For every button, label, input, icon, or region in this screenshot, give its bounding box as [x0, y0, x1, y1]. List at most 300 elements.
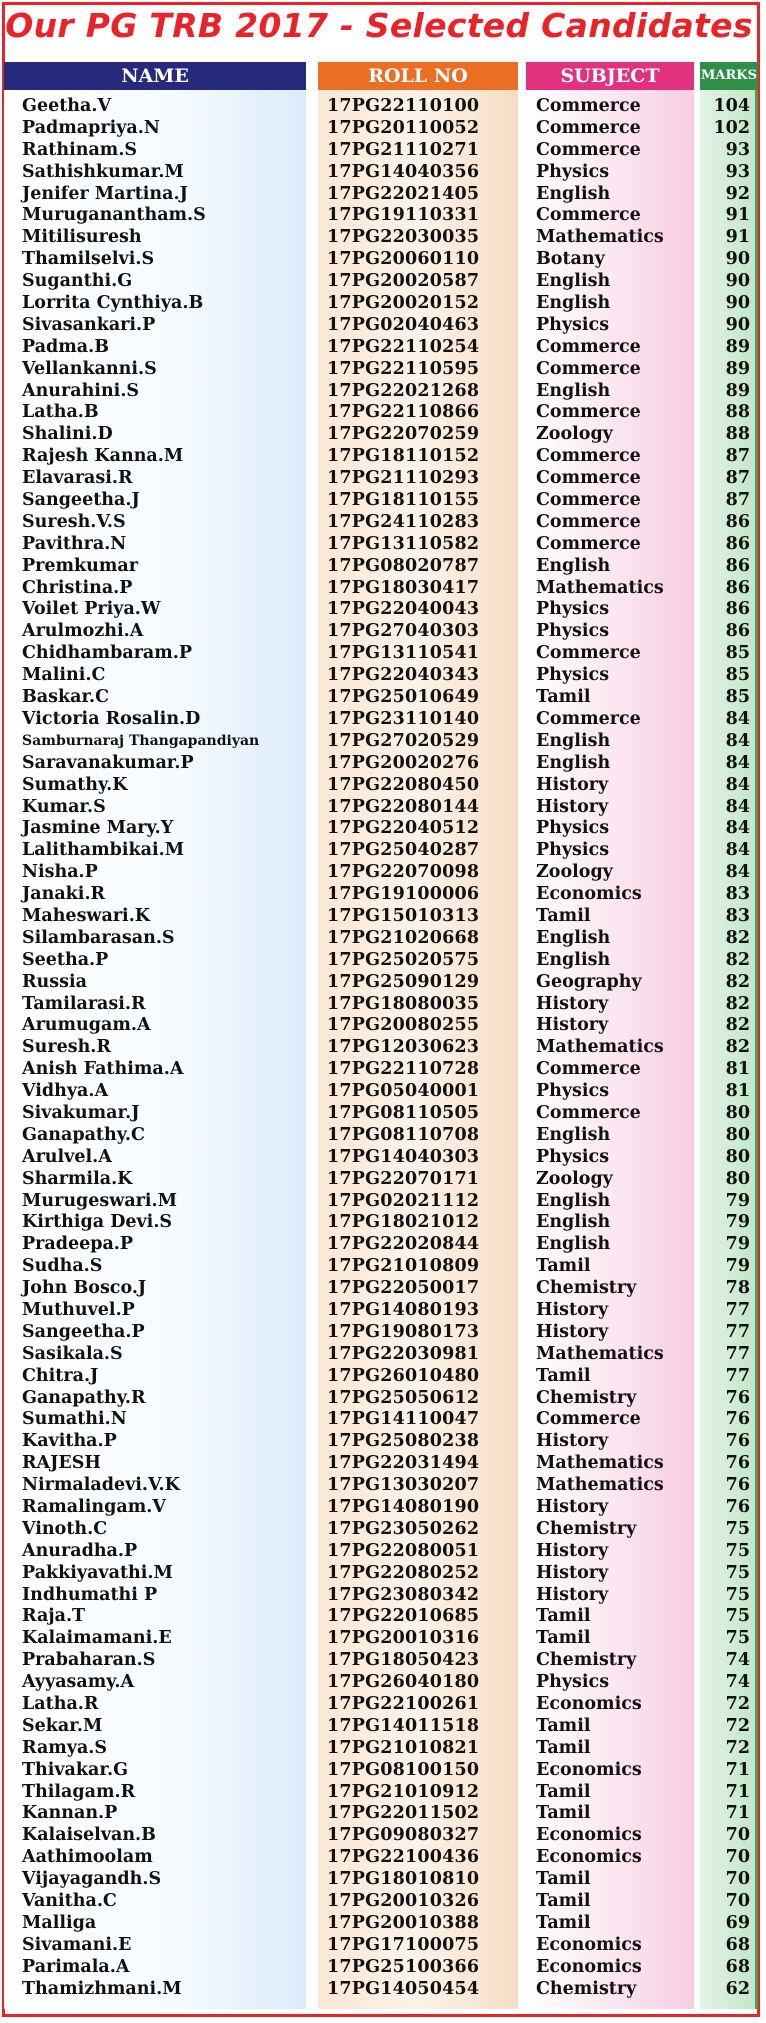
candidate-name: Aathimoolam — [22, 1847, 153, 1868]
table-row — [0, 1585, 766, 1607]
candidate-name: Lalithambikai.M — [22, 840, 185, 861]
roll-number: 17PG18021012 — [327, 1212, 480, 1233]
table-row — [0, 972, 766, 994]
roll-number: 17PG21110271 — [327, 139, 480, 160]
subject: Tamil — [536, 1781, 591, 1802]
subject: English — [536, 271, 611, 292]
table-row — [0, 1891, 766, 1913]
subject: Commerce — [536, 1059, 641, 1080]
roll-number: 17PG22020844 — [327, 1234, 480, 1255]
candidate-name: Chidhambaram.P — [22, 643, 193, 664]
candidate-name: Thamizhmani.M — [22, 1978, 182, 1999]
roll-number: 17PG14080190 — [327, 1497, 480, 1517]
marks: 104 — [713, 96, 750, 116]
subject: English — [536, 1190, 611, 1211]
marks: 72 — [725, 1694, 750, 1715]
subject: Economics — [536, 1825, 642, 1846]
table-row — [0, 775, 766, 797]
table-row — [0, 1431, 766, 1453]
roll-number: 17PG22040343 — [327, 665, 480, 686]
marks: 76 — [725, 1431, 750, 1452]
candidate-name: Ramalingam.V — [22, 1497, 166, 1517]
candidate-name: Sangeetha.P — [22, 1321, 145, 1342]
candidate-name: Kirthiga Devi.S — [22, 1212, 173, 1233]
candidate-name: Sivakumar.J — [22, 1102, 140, 1123]
table-row — [0, 797, 766, 819]
table-row — [0, 1409, 766, 1431]
marks: 79 — [725, 1190, 750, 1211]
marks: 82 — [725, 971, 750, 992]
roll-number: 17PG14040356 — [327, 161, 480, 182]
roll-number: 17PG19100006 — [327, 884, 480, 905]
table-row — [0, 1212, 766, 1234]
table-row — [0, 1388, 766, 1410]
marks: 79 — [725, 1256, 750, 1277]
candidate-name: Ganapathy.R — [22, 1387, 146, 1408]
candidate-name: Pakkiyavathi.M — [22, 1562, 173, 1583]
subject: Tamil — [536, 1869, 591, 1890]
subject: Tamil — [536, 1628, 591, 1649]
marks: 75 — [725, 1518, 750, 1539]
marks: 81 — [725, 1059, 750, 1080]
subject: Botany — [536, 249, 605, 270]
table-row — [0, 118, 766, 140]
table-row — [0, 1015, 766, 1037]
candidate-name: Mitilisuresh — [22, 227, 142, 248]
table-row — [0, 205, 766, 227]
subject: Zoology — [536, 862, 613, 883]
table-row — [0, 1519, 766, 1541]
roll-number: 17PG18110152 — [327, 446, 480, 467]
roll-number: 17PG25050612 — [327, 1387, 480, 1408]
subject: History — [536, 1584, 609, 1605]
roll-number: 17PG14011518 — [327, 1715, 480, 1736]
subject: English — [536, 380, 611, 401]
candidate-name: Murugeswari.M — [22, 1190, 177, 1211]
marks: 72 — [725, 1715, 750, 1736]
table-row — [0, 1475, 766, 1497]
roll-number: 17PG14080193 — [327, 1299, 480, 1320]
subject: English — [536, 730, 611, 751]
subject-column-header: SUBJECT — [526, 62, 694, 90]
marks: 87 — [725, 446, 750, 467]
candidate-name: Christina.P — [22, 577, 133, 598]
roll-number: 17PG20020152 — [327, 293, 480, 314]
roll-number: 17PG23050262 — [327, 1518, 480, 1539]
table-row — [0, 731, 766, 753]
marks: 89 — [725, 336, 750, 357]
subject: Commerce — [536, 205, 641, 226]
subject: Physics — [536, 1672, 610, 1693]
marks: 80 — [725, 1102, 750, 1123]
candidate-name: Samburnaraj Thangapandiyan — [22, 732, 260, 749]
marks: 76 — [725, 1497, 750, 1517]
subject: Mathematics — [536, 1343, 664, 1364]
table-row — [0, 753, 766, 775]
marks: 82 — [725, 927, 750, 948]
table-row — [0, 184, 766, 206]
candidate-name: Sekar.M — [22, 1715, 103, 1736]
table-row — [0, 1606, 766, 1628]
roll-number: 17PG20020276 — [327, 752, 480, 773]
marks: 86 — [725, 621, 750, 642]
marks: 70 — [725, 1825, 750, 1846]
roll-number: 17PG22070259 — [327, 424, 480, 445]
subject: Chemistry — [536, 1518, 637, 1539]
marks: 90 — [725, 293, 750, 314]
marks: 82 — [725, 949, 750, 970]
candidate-name: Arulvel.A — [22, 1146, 112, 1167]
marks: 74 — [725, 1650, 750, 1671]
marks: 76 — [725, 1453, 750, 1474]
marks: 79 — [725, 1234, 750, 1255]
table-row — [0, 665, 766, 687]
marks: 102 — [713, 117, 750, 138]
roll-number: 17PG25080238 — [327, 1431, 480, 1452]
marks: 70 — [725, 1847, 750, 1868]
table-row — [0, 1650, 766, 1672]
roll-number: 17PG18030417 — [327, 577, 480, 598]
roll-number: 17PG13110541 — [327, 643, 480, 664]
subject: Economics — [536, 884, 642, 905]
candidate-name: Prabaharan.S — [22, 1650, 156, 1671]
marks: 77 — [725, 1321, 750, 1342]
roll-number: 17PG17100075 — [327, 1934, 480, 1955]
candidate-name: Ayyasamy.A — [22, 1672, 135, 1693]
table-row — [0, 643, 766, 665]
candidate-name: Tamilarasi.R — [22, 993, 146, 1014]
subject: Physics — [536, 621, 610, 642]
candidate-name: John Bosco.J — [22, 1278, 147, 1299]
subject: Physics — [536, 840, 610, 861]
marks: 86 — [725, 511, 750, 532]
table-row — [0, 1979, 766, 2001]
subject: Commerce — [536, 1409, 641, 1430]
marks: 77 — [725, 1365, 750, 1386]
subject: Economics — [536, 1847, 642, 1868]
marks: 88 — [725, 402, 750, 423]
candidate-name: Parimala.A — [22, 1956, 130, 1977]
roll-number: 17PG22080051 — [327, 1540, 480, 1561]
table-row — [0, 490, 766, 512]
roll-column-header: ROLL NO — [318, 62, 518, 90]
table-row — [0, 556, 766, 578]
candidate-name: Silambarasan.S — [22, 927, 175, 948]
subject: Commerce — [536, 643, 641, 664]
candidate-name: Premkumar — [22, 555, 138, 576]
subject: Chemistry — [536, 1978, 637, 1999]
subject: Commerce — [536, 96, 641, 116]
candidate-name: Elavarasi.R — [22, 468, 133, 489]
roll-number: 17PG21010912 — [327, 1781, 480, 1802]
marks: 89 — [725, 358, 750, 379]
roll-number: 17PG14040303 — [327, 1146, 480, 1167]
candidate-name: Anuradha.P — [22, 1540, 138, 1561]
marks: 87 — [725, 468, 750, 489]
subject: Chemistry — [536, 1278, 637, 1299]
table-row — [0, 249, 766, 271]
subject: Mathematics — [536, 1453, 664, 1474]
candidate-name: Sivasankari.P — [22, 314, 156, 335]
subject: Tamil — [536, 1891, 591, 1912]
marks: 88 — [725, 424, 750, 445]
marks: 85 — [725, 665, 750, 686]
table-row — [0, 1563, 766, 1585]
subject: English — [536, 752, 611, 773]
subject: Tamil — [536, 1803, 591, 1824]
table-row — [0, 1191, 766, 1213]
candidate-name: RAJESH — [22, 1453, 101, 1474]
roll-number: 17PG22100261 — [327, 1694, 480, 1715]
table-row — [0, 162, 766, 184]
roll-number: 17PG19080173 — [327, 1321, 480, 1342]
roll-number: 17PG15010313 — [327, 905, 480, 926]
candidate-name: Indhumathi P — [22, 1584, 158, 1605]
roll-number: 17PG22080144 — [327, 796, 480, 817]
marks: 69 — [725, 1912, 750, 1933]
table-row — [0, 1694, 766, 1716]
table-row — [0, 1957, 766, 1979]
candidate-name: Voilet Priya.W — [22, 599, 161, 620]
marks: 84 — [725, 862, 750, 883]
roll-number: 17PG05040001 — [327, 1081, 480, 1102]
marks: 76 — [725, 1409, 750, 1430]
candidate-name: Shalini.D — [22, 424, 113, 445]
marks: 75 — [725, 1584, 750, 1605]
candidate-name: Thamilselvi.S — [22, 249, 155, 270]
roll-number: 17PG13110582 — [327, 533, 480, 554]
marks: 74 — [725, 1672, 750, 1693]
candidate-name: Ramya.S — [22, 1737, 108, 1758]
roll-number: 17PG14050454 — [327, 1978, 480, 1999]
roll-number: 17PG24110283 — [327, 511, 480, 532]
table-row — [0, 1497, 766, 1519]
marks: 90 — [725, 314, 750, 335]
table-row — [0, 1869, 766, 1891]
table-row — [0, 512, 766, 534]
candidate-name: Vanitha.C — [22, 1891, 117, 1912]
marks: 80 — [725, 1124, 750, 1145]
candidate-name: Vidhya.A — [22, 1081, 109, 1102]
candidate-name: Jasmine Mary.Y — [22, 818, 174, 839]
marks-column-header: MARKS — [700, 62, 758, 90]
subject: Tamil — [536, 1256, 591, 1277]
roll-number: 17PG22030981 — [327, 1343, 480, 1364]
subject: Commerce — [536, 1102, 641, 1123]
marks: 84 — [725, 730, 750, 751]
marks: 77 — [725, 1343, 750, 1364]
table-row — [0, 381, 766, 403]
candidate-name: Geetha.V — [22, 96, 112, 116]
marks: 93 — [725, 139, 750, 160]
subject: Commerce — [536, 139, 641, 160]
candidate-name: Malini.C — [22, 665, 106, 686]
roll-number: 17PG20010388 — [327, 1912, 480, 1933]
marks: 92 — [725, 183, 750, 204]
candidate-name: Kalaimamani.E — [22, 1628, 172, 1649]
table-row — [0, 1059, 766, 1081]
table-row — [0, 1628, 766, 1650]
table-row — [0, 621, 766, 643]
roll-number: 17PG27020529 — [327, 730, 480, 751]
subject: History — [536, 1497, 609, 1517]
candidate-name: Sumathi.N — [22, 1409, 127, 1430]
subject: English — [536, 949, 611, 970]
roll-number: 17PG20010326 — [327, 1891, 480, 1912]
subject: Commerce — [536, 468, 641, 489]
marks: 71 — [725, 1759, 750, 1780]
subject: Tamil — [536, 905, 591, 926]
subject: Mathematics — [536, 1037, 664, 1058]
roll-number: 17PG19110331 — [327, 205, 480, 226]
table-row — [0, 1913, 766, 1935]
marks: 71 — [725, 1781, 750, 1802]
table-row — [0, 534, 766, 556]
roll-number: 17PG22100436 — [327, 1847, 480, 1868]
table-row — [0, 818, 766, 840]
roll-number: 17PG22030035 — [327, 227, 480, 248]
roll-number: 17PG20110052 — [327, 117, 480, 138]
table-row — [0, 1453, 766, 1475]
candidate-name: Saravanakumar.P — [22, 752, 194, 773]
marks: 84 — [725, 708, 750, 729]
table-row — [0, 424, 766, 446]
candidate-name: Victoria Rosalin.D — [22, 708, 201, 729]
roll-number: 17PG12030623 — [327, 1037, 480, 1058]
table-row — [0, 468, 766, 490]
roll-number: 17PG23080342 — [327, 1584, 480, 1605]
subject: Mathematics — [536, 227, 664, 248]
table-row — [0, 227, 766, 249]
table-row — [0, 1672, 766, 1694]
candidate-name: Sumathy.K — [22, 774, 128, 795]
marks: 84 — [725, 840, 750, 861]
table-row — [0, 1037, 766, 1059]
candidate-name: Sangeetha.J — [22, 490, 140, 511]
roll-number: 17PG25010649 — [327, 687, 480, 708]
roll-number: 17PG26010480 — [327, 1365, 480, 1386]
candidate-name: Baskar.C — [22, 687, 110, 708]
subject: Chemistry — [536, 1387, 637, 1408]
candidate-name: Muthuvel.P — [22, 1299, 135, 1320]
table-row — [0, 140, 766, 162]
subject: Tamil — [536, 1912, 591, 1933]
roll-number: 17PG18010810 — [327, 1869, 480, 1890]
candidate-name: Jenifer Martina.J — [22, 183, 188, 204]
subject: History — [536, 1562, 609, 1583]
roll-number: 17PG25040287 — [327, 840, 480, 861]
candidate-name: Kavitha.P — [22, 1431, 117, 1452]
candidate-name: Raja.T — [22, 1606, 86, 1627]
subject: History — [536, 1321, 609, 1342]
candidate-name: Latha.B — [22, 402, 99, 423]
roll-number: 17PG21010809 — [327, 1256, 480, 1277]
subject: History — [536, 993, 609, 1014]
table-row — [0, 1322, 766, 1344]
subject: Zoology — [536, 1168, 613, 1189]
candidate-name: Seetha.P — [22, 949, 109, 970]
roll-number: 17PG25100366 — [327, 1956, 480, 1977]
subject: Commerce — [536, 402, 641, 423]
marks: 70 — [725, 1891, 750, 1912]
subject: Physics — [536, 665, 610, 686]
marks: 93 — [725, 161, 750, 182]
subject: Physics — [536, 818, 610, 839]
marks: 89 — [725, 380, 750, 401]
roll-number: 17PG22040043 — [327, 599, 480, 620]
candidate-table — [0, 96, 766, 2000]
table-row — [0, 446, 766, 468]
candidate-name: Sasikala.S — [22, 1343, 123, 1364]
table-row — [0, 994, 766, 1016]
marks: 84 — [725, 818, 750, 839]
candidate-name: Arulmozhi.A — [22, 621, 144, 642]
subject: Chemistry — [536, 1650, 637, 1671]
candidate-name: Malliga — [22, 1912, 97, 1933]
marks: 75 — [725, 1540, 750, 1561]
subject: Commerce — [536, 490, 641, 511]
candidate-name: Sivamani.E — [22, 1934, 132, 1955]
roll-number: 17PG08110708 — [327, 1124, 480, 1145]
marks: 62 — [725, 1978, 750, 1999]
marks: 77 — [725, 1299, 750, 1320]
marks: 80 — [725, 1168, 750, 1189]
subject: Physics — [536, 599, 610, 620]
candidate-name: Vellankanni.S — [22, 358, 157, 379]
table-row — [0, 1541, 766, 1563]
candidate-name: Ganapathy.C — [22, 1124, 145, 1145]
subject: English — [536, 927, 611, 948]
subject: History — [536, 1015, 609, 1036]
roll-number: 17PG02021112 — [327, 1190, 480, 1211]
table-row — [0, 862, 766, 884]
table-row — [0, 1278, 766, 1300]
marks: 82 — [725, 1015, 750, 1036]
roll-number: 17PG22021268 — [327, 380, 480, 401]
marks: 81 — [725, 1081, 750, 1102]
marks: 82 — [725, 993, 750, 1014]
candidate-name: Sudha.S — [22, 1256, 103, 1277]
marks: 68 — [725, 1956, 750, 1977]
table-row — [0, 928, 766, 950]
subject: Commerce — [536, 446, 641, 467]
table-row — [0, 1825, 766, 1847]
table-row — [0, 884, 766, 906]
roll-number: 17PG20060110 — [327, 249, 480, 270]
subject: History — [536, 774, 609, 795]
table-row — [0, 1803, 766, 1825]
marks: 85 — [725, 687, 750, 708]
roll-number: 17PG27040303 — [327, 621, 480, 642]
roll-number: 17PG21110293 — [327, 468, 480, 489]
subject: Economics — [536, 1694, 642, 1715]
roll-number: 17PG22021405 — [327, 183, 480, 204]
table-row — [0, 1716, 766, 1738]
candidate-name: Sharmila.K — [22, 1168, 133, 1189]
table-row — [0, 1125, 766, 1147]
marks: 70 — [725, 1869, 750, 1890]
subject: English — [536, 1234, 611, 1255]
roll-number: 17PG26040180 — [327, 1672, 480, 1693]
roll-number: 17PG23110140 — [327, 708, 480, 729]
table-row — [0, 1300, 766, 1322]
roll-number: 17PG22031494 — [327, 1453, 480, 1474]
candidate-name: Rathinam.S — [22, 139, 138, 160]
roll-number: 17PG02040463 — [327, 314, 480, 335]
candidate-name: Anish Fathima.A — [22, 1059, 184, 1080]
roll-number: 17PG22110728 — [327, 1059, 480, 1080]
roll-number: 17PG18080035 — [327, 993, 480, 1014]
